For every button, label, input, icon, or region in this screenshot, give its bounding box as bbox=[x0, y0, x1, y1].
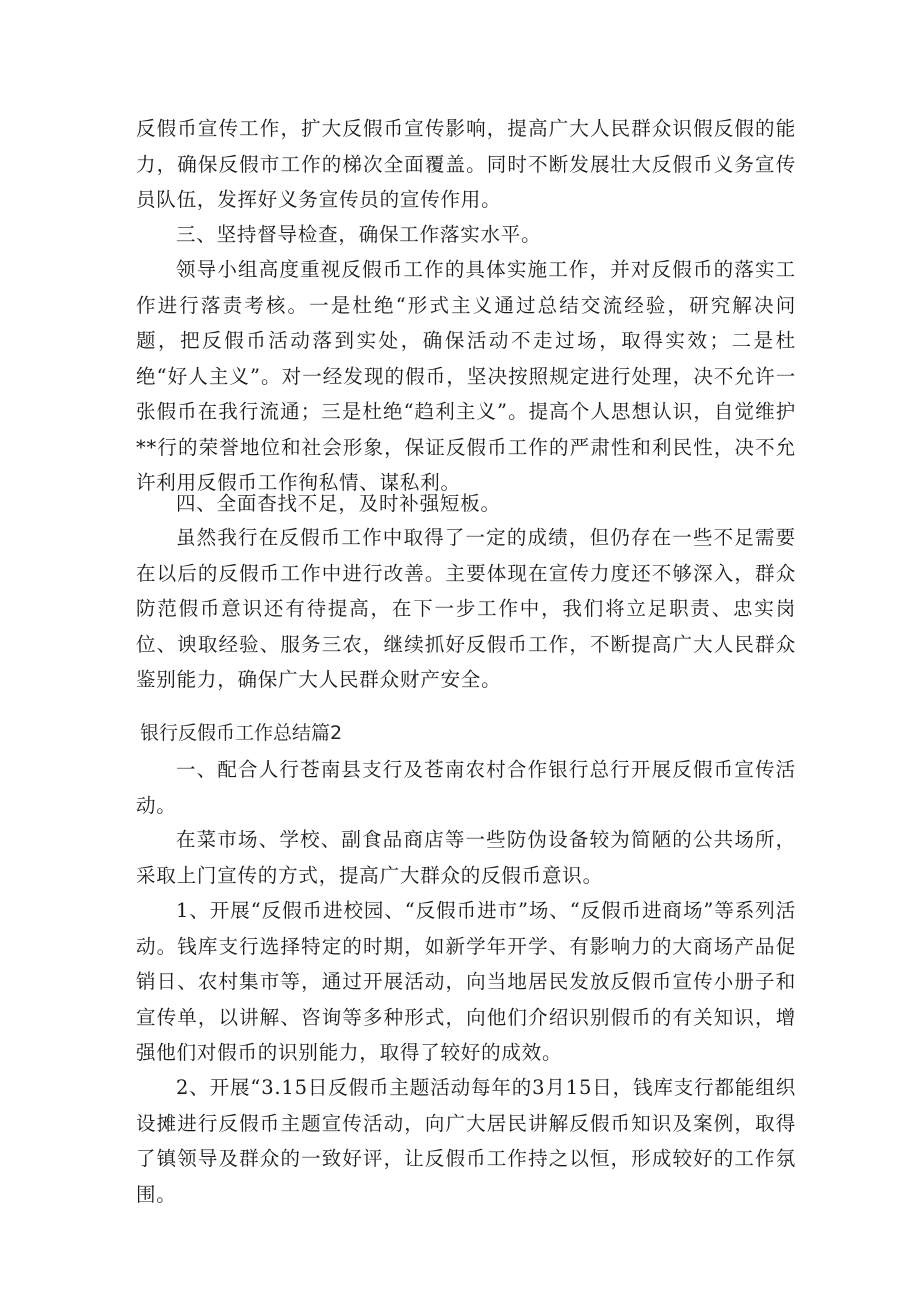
paragraph-supervision: 领导小组高度重视反假币工作的具体实施工作，并对反假币的落实工作进行落责考核。一是杜绝“形式主义通过总结交流经验，研究解决问题，把反假币活动落到实处，确保活动不走过场，取得实效；二是杜绝“好人主义”。对一经发现的假币，坚决按照规定进行处理，决不允许一张假币在我行流通；三是杜绝“趋利主义”。提高个人思想认识，自觉维护**行的荣誉地位和社会形象，保证反假币工作的严肃性和利民性，决不允许利用反假币工作徇私情、谋私利。 bbox=[136, 258, 796, 494]
paragraph-cooperation: 一、配合人行苍南县支行及苍南农村合作银行总行开展反假币宣传活动。 bbox=[136, 758, 796, 817]
paragraph-campaign-one: 1、开展“反假币进校园、“反假币进市”场、“反假币进商场”等系列活动。钱库支行选择特定的时期，如新学年开学、有影响力的大商场产品促销日、农村集市等，通过开展活动，向当地居民发放反假币宣传小册子和宣传单，以讲解、咨询等多种形式，向他们介绍识别假币的有关知识，增强他们对假币的识别能力，取得了较好的成效。 bbox=[136, 899, 796, 1064]
heading-section-three: 三、坚持督导检查，确保工作落实水平。 bbox=[176, 223, 542, 246]
heading-section-four: 四、全面杳找不足，及时补强短板。 bbox=[176, 492, 501, 515]
paragraph-shortcomings: 虽然我行在反假币工作中取得了一定的成绩，但仍存在一些不足需要在以后的反假币工作中进行改善。主要体现在宣传力度还不够深入，群众防范假币意识还有待提高，在下一步工作中，我们将立足职责、忠实岗位、谀取经验、服务三农，继续抓好反假币工作，不断提高广大人民群众鉴别能力，确保广大人民群众财产安全。 bbox=[136, 526, 796, 691]
paragraph-campaign-two: 2、开展“3.15日反假币主题活动每年的3月15日，钱库支行都能组织设摊进行反假币主题宣传活动，向广大居民讲解反假币知识及案例，取得了镇领导及群众的一致好评，让反假币工作持之以恒，形成较好的工作氛围。 bbox=[136, 1076, 796, 1206]
section-title: 银行反假币工作总结篇2 bbox=[140, 722, 343, 744]
paragraph-continuation: 反假币宣传工作，扩大反假币宣传影响，提高广大人民群众识假反假的能力，确保反假市工作的梯次全面覆盖。同时不断发展壮大反假币义务宣传员队伍，发挥好义务宣传员的宣传作用。 bbox=[136, 117, 796, 211]
paragraph-public-places: 在菜市场、学校、副食品商店等一些防伪设备较为简陋的公共场所，采取上门宣传的方式，提高广大群众的反假币意识。 bbox=[136, 828, 796, 887]
